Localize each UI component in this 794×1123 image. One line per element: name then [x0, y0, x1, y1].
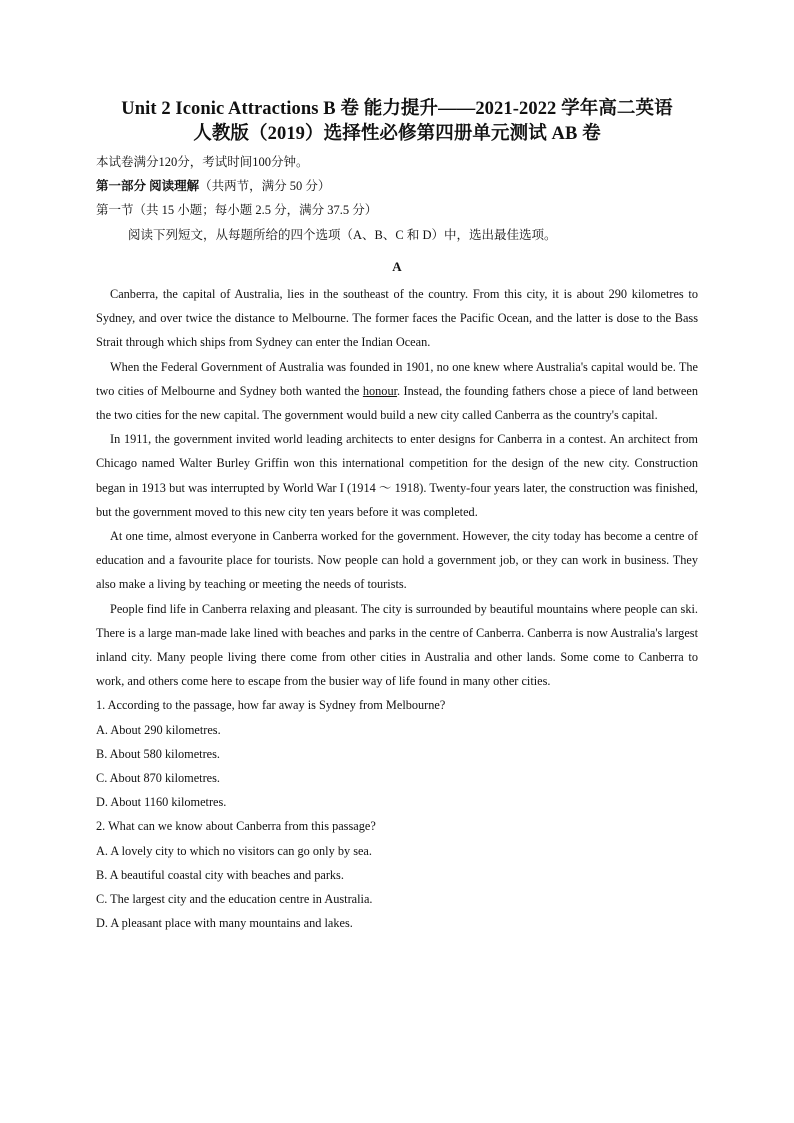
part-heading-detail: （共两节，满分 50 分） [199, 179, 331, 193]
title-line-2: 人教版（2019）选择性必修第四册单元测试 AB 卷 [193, 124, 601, 144]
question-1-stem: 1. According to the passage, how far away is Sydney from Melbourne? [96, 698, 446, 713]
question-2-option-c: C. The largest city and the education centre in Australia. [96, 892, 373, 907]
instruction-text: 阅读下列短文，从每题所给的四个选项（A、B、C 和 D）中，选出最佳选项。 [128, 228, 557, 242]
passage-body [96, 282, 698, 935]
question-2-option-d: D. A pleasant place with many mountains and lakes. [96, 916, 353, 931]
paragraph-1: Canberra, the capital of Australia, lies in the southeast of the country. From this city, it is about 290 kilometres to Sydney, and over twice the distance to Melbourne. The former faces the Pacific Ocean, and the latter is dose to the Bass Strait through which ships from Sydney can enter the Indian Ocean. [96, 287, 698, 350]
paragraph-2-end: . Instead, the founding fathers chose a piece of land between the two cities for the new capital. The government would build a new city called Canberra as the country's capital. [96, 383, 698, 423]
question-2-option-b: B. A beautiful coastal city with beaches and parks. [96, 867, 344, 882]
paragraph-2-start: When the Federal Government of Australia was founded in 1901, no one knew where Australia's capital would be. The two cities of Melbourne and Sydney both wanted the [96, 359, 698, 398]
passage-label: A [392, 259, 402, 274]
part-heading-bold: 第一部分 阅读理解 [96, 179, 200, 193]
question-2-stem: 2. What can we know about Canberra from this passage? [96, 819, 376, 834]
question-1-option-d: D. About 1160 kilometres. [96, 795, 227, 810]
paragraph-5: People find life in Canberra relaxing and pleasant. The city is surrounded by beautiful mountains where people can ski. There is a large man-made lake lined with beaches and parks in the centre of Canberra. Canberra is now Australia's largest inland city. Many people living there come from other cities in Australia and other lands. Some come to Canberra to work, and others come here to escape from the busier way of life found in many other cities. [96, 601, 698, 689]
underlined-word: honour [362, 383, 398, 398]
score-info: 本试卷满分120分，考试时间100分钟。 [96, 155, 309, 169]
paragraph-2 [96, 355, 698, 428]
question-1-option-c: C. About 870 kilometres. [96, 771, 220, 786]
part-heading [96, 177, 330, 195]
paragraph-3: In 1911, the government invited world leading architects to enter designs for Canberra in a contest. An architect from Chicago named Walter Burley Griffin won this international competition for the design of the new city. Construction began in 1913 but was interrupted by World War I (1914 ～ 1918). Twenty-four years later, the construction was finished, but the government moved to this new city ten years before it was completed. [96, 432, 698, 519]
section-heading: 第一节（共 15 小题；每小题 2.5 分，满分 37.5 分） [96, 203, 378, 217]
question-2-option-a: A. A lovely city to which no visitors can go only by sea. [96, 843, 372, 858]
document-title [60, 97, 734, 147]
question-1-option-b: B. About 580 kilometres. [96, 746, 220, 761]
paragraph-4: At one time, almost everyone in Canberra worked for the government. However, the city today has become a centre of education and a favourite place for tourists. Now people can hold a government job, or they can work in business. They also make a living by teaching or meeting the needs of tourists. [96, 529, 698, 592]
title-line-1: Unit 2 Iconic Attractions B 卷 能力提升——2021-2022 学年高二英语 [121, 99, 673, 119]
question-1-option-a: A. About 290 kilometres. [96, 722, 221, 737]
